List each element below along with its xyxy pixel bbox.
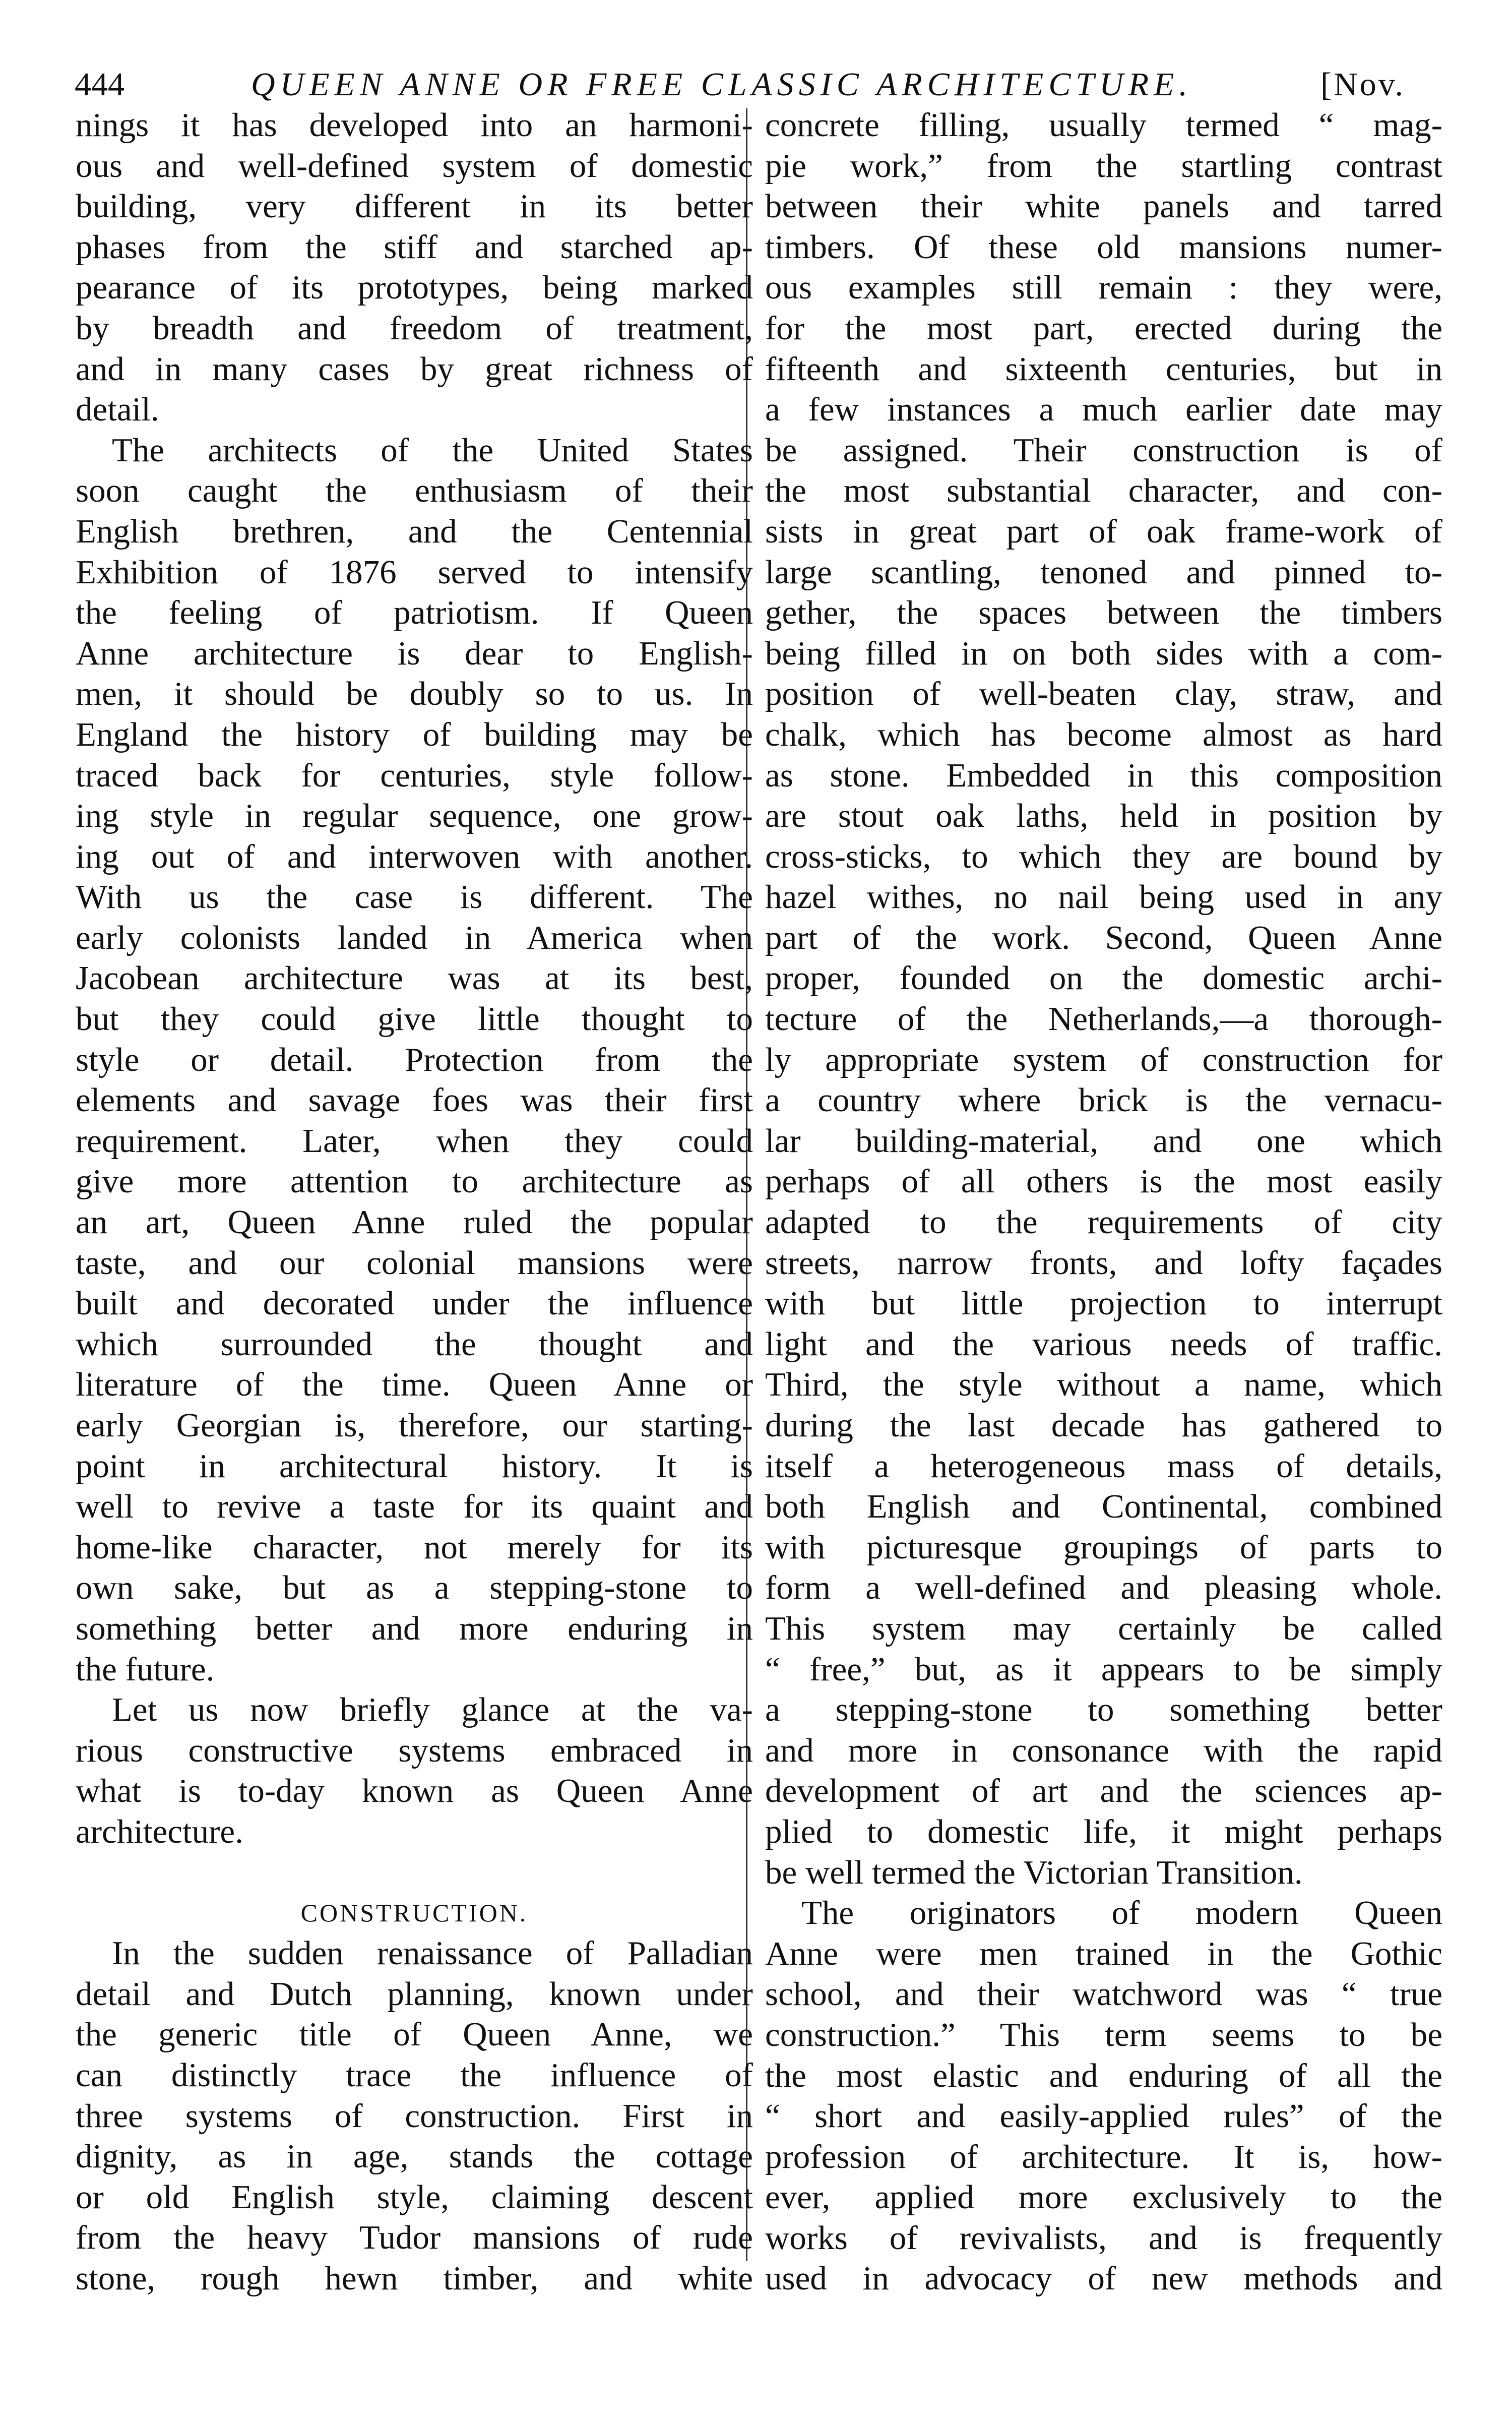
running-title: QUEEN ANNE OR FREE CLASSIC ARCHITECTURE.: [251, 66, 1192, 103]
text-line: ous examples still remain : they were,: [765, 269, 1442, 307]
text-line: ous and well-defined system of domestic: [76, 147, 753, 185]
text-line: architecture.: [76, 1812, 243, 1850]
text-line: elements and savage foes was their first: [76, 1081, 753, 1119]
text-line: The originators of modern Queen: [801, 1894, 1442, 1932]
text-line: early Georgian is, therefore, our starting-: [76, 1407, 753, 1444]
text-line: being filled in on both sides with a com-: [765, 634, 1442, 672]
text-line: ly appropriate system of construction for: [765, 1041, 1442, 1078]
text-line: point in architectural history. It is: [76, 1447, 753, 1485]
text-line: a country where brick is the vernacu-: [765, 1081, 1442, 1119]
text-line: and more in consonance with the rapid: [765, 1731, 1442, 1769]
text-line: or old English style, claiming descent: [76, 2178, 753, 2216]
text-line: well to revive a taste for its quaint and: [76, 1488, 753, 1526]
text-line: be well termed the Victorian Transition.: [765, 1853, 1303, 1891]
page-number: 444: [75, 66, 124, 103]
text-line: which surrounded the thought and: [76, 1325, 753, 1363]
text-line: with but little projection to interrupt: [765, 1285, 1442, 1322]
text-line: as stone. Embedded in this composition: [765, 756, 1442, 794]
text-line: “ short and easily-applied rules” of the: [765, 2097, 1442, 2135]
text-line: part of the work. Second, Queen Anne: [765, 919, 1442, 956]
text-line: requirement. Later, when they could: [76, 1122, 753, 1160]
text-line: school, and their watchword was “ true: [765, 1975, 1442, 2013]
text-line: something better and more enduring in: [76, 1609, 753, 1647]
text-line: a stepping-stone to something better: [765, 1691, 1442, 1729]
text-line: plied to domestic life, it might perhaps: [765, 1812, 1442, 1850]
text-line: can distinctly trace the influence of: [76, 2056, 753, 2094]
running-header: [75, 66, 1405, 111]
text-line: tecture of the Netherlands,—a thorough-: [765, 1000, 1442, 1038]
text-line: dignity, as in age, stands the cottage: [76, 2138, 753, 2175]
text-line: between their white panels and tarred: [765, 188, 1442, 225]
text-line: style or detail. Protection from the: [76, 1041, 753, 1078]
text-line: by breadth and freedom of treatment,: [76, 309, 753, 347]
text-line: proper, founded on the domestic archi-: [765, 959, 1442, 997]
text-line: construction.” This term seems to be: [765, 2016, 1442, 2053]
text-line: light and the various needs of traffic.: [765, 1325, 1442, 1363]
text-line: large scantling, tenoned and pinned to-: [765, 553, 1442, 591]
text-line: ever, applied more exclusively to the: [765, 2179, 1442, 2216]
text-line: development of art and the sciences ap-: [765, 1772, 1442, 1810]
text-line: Let us now briefly glance at the va-: [112, 1691, 753, 1729]
text-line: position of well-beaten clay, straw, and: [765, 675, 1442, 713]
text-line: the future.: [76, 1650, 215, 1688]
text-line: for the most part, erected during the: [765, 309, 1442, 347]
text-line: used in advocacy of new methods and: [765, 2260, 1442, 2297]
text-line: three systems of construction. First in: [76, 2097, 753, 2135]
text-line: soon caught the enthusiasm of their: [76, 472, 753, 510]
text-line: England the history of building may be: [76, 715, 753, 753]
text-line: timbers. Of these old mansions numer-: [765, 228, 1442, 266]
text-line: ing out of and interwoven with another.: [76, 837, 753, 875]
text-line: itself a heterogeneous mass of details,: [765, 1447, 1442, 1485]
text-line: pie work,” from the startling contrast: [765, 147, 1442, 185]
text-line: Anne architecture is dear to English-: [76, 634, 753, 672]
text-line: In the sudden renaissance of Palladian: [112, 1934, 753, 1972]
text-line: profession of architecture. It is, how-: [765, 2138, 1442, 2175]
text-line: hazel withes, no nail being used in any: [765, 878, 1442, 916]
text-line: the most substantial character, and con-: [765, 472, 1442, 510]
right-column: [765, 105, 1442, 2299]
text-line: building, very different in its better: [76, 188, 753, 225]
text-line: home-like character, not merely for its: [76, 1528, 753, 1566]
text-line: “ free,” but, as it appears to be simply: [765, 1650, 1442, 1688]
text-line: but they could give little thought to: [76, 1000, 753, 1038]
text-line: rious constructive systems embraced in: [76, 1731, 753, 1769]
text-line: With us the case is different. The: [76, 878, 753, 916]
text-line: lar building-material, and one which: [765, 1122, 1442, 1160]
text-line: an art, Queen Anne ruled the popular: [76, 1203, 753, 1241]
text-line: streets, narrow fronts, and lofty façades: [765, 1244, 1442, 1282]
text-line: form a well-defined and pleasing whole.: [765, 1569, 1442, 1607]
text-line: sists in great part of oak frame-work of: [765, 512, 1442, 550]
text-line: Third, the style without a name, which: [765, 1366, 1442, 1404]
text-line: early colonists landed in America when: [76, 919, 753, 956]
text-line: give more attention to architecture as: [76, 1163, 753, 1200]
text-line: gether, the spaces between the timbers: [765, 594, 1442, 632]
text-line: nings it has developed into an harmoni-: [76, 106, 753, 144]
text-line: stone, rough hewn timber, and white: [76, 2259, 753, 2297]
section-heading: CONSTRUCTION.: [300, 1898, 528, 1927]
text-line: perhaps of all others is the most easily: [765, 1163, 1442, 1200]
text-line: both English and Continental, combined: [765, 1488, 1442, 1526]
text-line: are stout oak laths, held in position by: [765, 797, 1442, 835]
text-line: traced back for centuries, style follow-: [76, 756, 753, 794]
text-line: and in many cases by great richness of: [76, 350, 753, 388]
text-line: with picturesque groupings of parts to: [765, 1528, 1442, 1566]
text-line: the feeling of patriotism. If Queen: [76, 594, 753, 632]
text-line: cross-sticks, to which they are bound by: [765, 837, 1442, 875]
text-line: the generic title of Queen Anne, we: [76, 2016, 753, 2053]
text-line: from the heavy Tudor mansions of rude: [76, 2219, 753, 2257]
text-line: fifteenth and sixteenth centuries, but in: [765, 350, 1442, 388]
text-line: own sake, but as a stepping-stone to: [76, 1569, 753, 1607]
text-line: pearance of its prototypes, being marked: [76, 269, 753, 307]
text-line: adapted to the requirements of city: [765, 1203, 1442, 1241]
text-line: detail and Dutch planning, known under: [76, 1975, 753, 2013]
text-line: phases from the stiff and starched ap-: [76, 228, 753, 266]
text-line: be assigned. Their construction is of: [765, 431, 1442, 469]
text-line: Anne were men trained in the Gothic: [765, 1934, 1442, 1972]
spacer: [76, 1852, 753, 1893]
text-line: during the last decade has gathered to: [765, 1407, 1442, 1444]
text-line: built and decorated under the influence: [76, 1285, 753, 1322]
text-line: This system may certainly be called: [765, 1609, 1442, 1647]
text-line: detail.: [76, 391, 159, 429]
text-line: English brethren, and the Centennial: [76, 512, 753, 550]
text-line: The architects of the United States: [112, 431, 753, 469]
text-line: ing style in regular sequence, one grow-: [76, 797, 753, 835]
text-line: men, it should be doubly so to us. In: [76, 675, 753, 713]
text-line: works of revivalists, and is frequently: [765, 2219, 1442, 2257]
left-column: [76, 105, 753, 2298]
text-line: taste, and our colonial mansions were: [76, 1244, 753, 1282]
issue-month: [Nov.: [1320, 66, 1405, 103]
text-line: Exhibition of 1876 served to intensify: [76, 553, 753, 591]
text-line: concrete filling, usually termed “ mag-: [765, 106, 1442, 144]
text-line: a few instances a much earlier date may: [765, 391, 1442, 429]
text-line: the most elastic and enduring of all the: [765, 2056, 1442, 2094]
text-line: Jacobean architecture was at its best,: [76, 959, 753, 997]
text-line: chalk, which has become almost as hard: [765, 715, 1442, 753]
text-line: what is to-day known as Queen Anne: [76, 1772, 753, 1810]
text-line: literature of the time. Queen Anne or: [76, 1366, 753, 1404]
